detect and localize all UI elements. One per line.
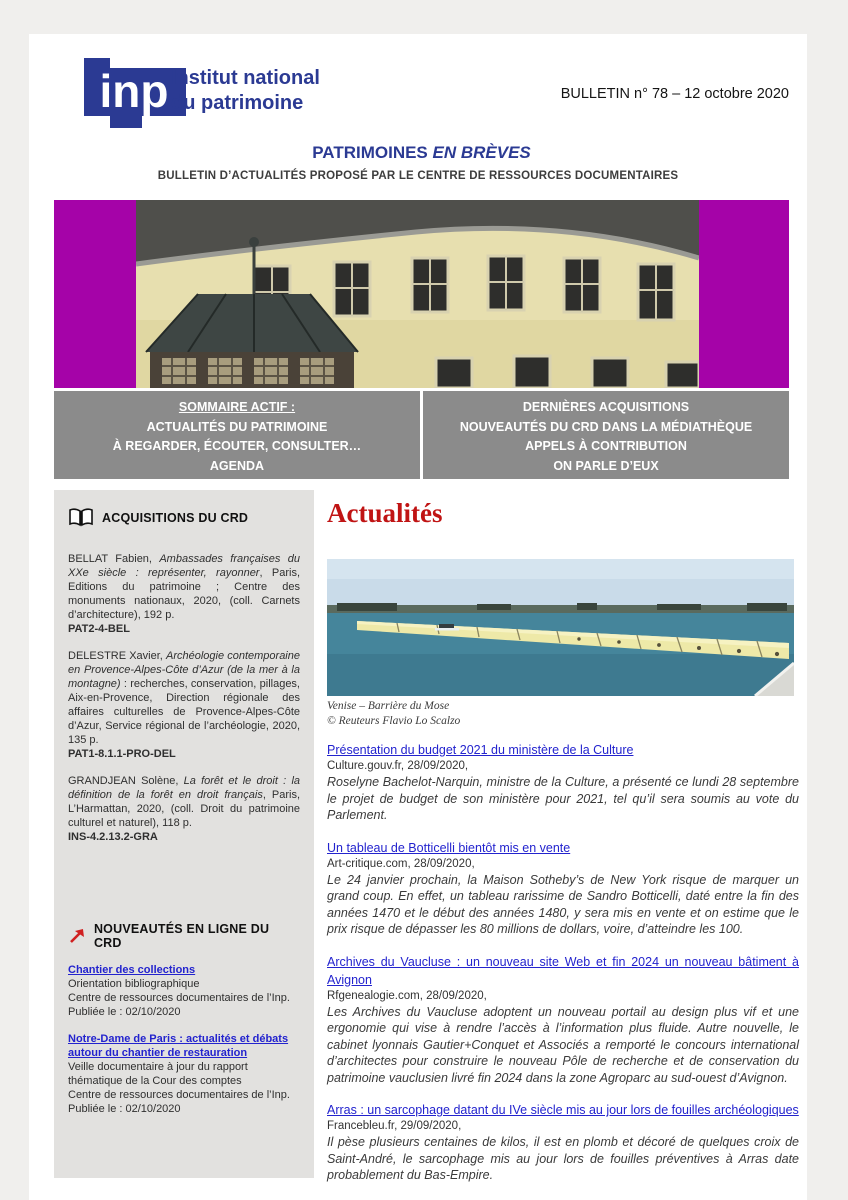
venice-mose-photo <box>327 559 794 696</box>
news-body: Roselyne Bachelot-Narquin, ministre de la Culture, a présenté ce lundi 28 septembre le projet de budget de son ministère pour 2021, tel qu’il sera soumis au vote du Parlement. <box>327 775 799 822</box>
summary-left-item-regarder[interactable]: À REGARDER, ÉCOUTER, CONSULTER… <box>112 439 362 453</box>
main-column <box>327 498 799 1199</box>
news-link[interactable]: Arras : un sarcophage datant du IVe siècle mis au jour lors de fouilles archéologiques <box>327 1103 799 1117</box>
banner <box>54 200 789 388</box>
bib-author: GRANDJEAN Solène, <box>68 775 184 787</box>
news-source: Francebleu.fr, 29/09/2020, <box>327 1120 462 1132</box>
sidebar-nouveautes <box>68 922 300 1116</box>
acquisitions-heading-label: ACQUISITIONS DU CRD <box>102 511 249 525</box>
news-link[interactable]: Archives du Vaucluse : un nouveau site Web et fin 2024 un nouveau bâtiment à Avignon <box>327 954 799 987</box>
news-body: Les Archives du Vaucluse adoptent un nouveau portail au design plus vif et une ergonomie qui vise à rendre l’accès à l’information plus fluide. Autre nouvelle, le cabinet lyonnais Gautier+Conquet et Associés a remporté le concours international d’architectes pour construire le nouveau Pôle de recherche et de conservation du patrimoine vauclusien livré fin 2024 dans la zone Agroparc au sud-ouest d’Avignon. <box>327 1004 799 1085</box>
news-item <box>327 953 799 1087</box>
org-name-line2: du patrimoine <box>171 92 304 114</box>
news-source: Art-critique.com, 28/09/2020, <box>327 857 475 870</box>
newsletter-title <box>54 143 789 163</box>
newsletter-page <box>29 34 807 1200</box>
news-body: Il pèse plusieurs centaines de kilos, il est en plomb et décoré de quelques croix de Saint-André, le sarcophage mis au jour lors de fouilles préventives à Arras date probablement du Bas-Empire. <box>327 1135 799 1182</box>
bib-callnum: PAT1-8.1.1-PRO-DEL <box>68 748 176 760</box>
photo-caption-line1: Venise – Barrière du Mose <box>327 700 450 712</box>
bib-rest: : recherches, conservation, pillages, Aix-en-Provence, Direction régionale des affaires culturelles de Provence-Alpes-Côte d’Azur, Service régional de l’archéologie, 2020, 135 p. <box>68 678 300 746</box>
sidebar-acquisitions <box>54 490 314 1178</box>
summary-right-item-acquisitions[interactable]: DERNIÈRES ACQUISITIONS <box>522 400 690 414</box>
news-source: Rfgenealogie.com, 28/09/2020, <box>327 989 487 1002</box>
org-name <box>171 66 320 116</box>
summary-box-left <box>54 391 420 479</box>
summary-boxes <box>54 391 789 479</box>
bib-author: BELLAT Fabien, <box>68 553 160 565</box>
nouveautes-heading-label: NOUVEAUTÉS EN LIGNE DU CRD <box>93 922 270 950</box>
online-item-link[interactable]: Chantier des collections <box>68 964 196 976</box>
bib-author: DELESTRE Xavier, <box>68 650 166 662</box>
courtyard-photo <box>136 200 699 388</box>
banner-purple-right <box>699 200 789 388</box>
summary-box-right <box>423 391 789 479</box>
bib-title: Archéologie contemporaine en Provence-Alpes-Côte d’Azur (de la mer à la montagne) <box>68 650 300 690</box>
bib-entry <box>68 649 300 761</box>
online-item-date: Publiée le : 02/10/2020 <box>68 1006 181 1018</box>
summary-right-item-nouveautes[interactable]: NOUVEAUTÉS DU CRD DANS LA MÉDIATHÈQUE <box>459 419 753 434</box>
newsletter-title-italic: EN BRÈVES <box>432 143 531 162</box>
org-name-line1: Institut national <box>171 67 320 89</box>
bib-title: La forêt et le droit : la définition de la forêt en droit français <box>68 775 301 801</box>
summary-left-heading[interactable]: SOMMAIRE ACTIF : <box>178 400 296 414</box>
section-title-actualites: Actualités <box>327 498 443 528</box>
banner-purple-left <box>54 200 136 388</box>
svg-text:inp: inp <box>99 65 169 117</box>
online-item-line: Centre de ressources documentaires de l’Inp. <box>68 992 290 1004</box>
summary-left-item-agenda[interactable]: AGENDA <box>209 458 265 473</box>
summary-left-item-actualites[interactable]: ACTUALITÉS DU PATRIMOINE <box>146 419 328 434</box>
news-source: Culture.gouv.fr, 28/09/2020, <box>327 760 469 772</box>
summary-right-item-onparle[interactable]: ON PARLE D’EUX <box>553 458 659 473</box>
nouveautes-heading <box>68 922 300 950</box>
bib-title: Ambassades françaises du XXe siècle : représenter, rayonner <box>68 553 300 579</box>
news-item <box>327 839 799 938</box>
online-item-link[interactable]: Notre-Dame de Paris : actualités et débats autour du chantier de restauration <box>68 1033 289 1059</box>
bib-entry <box>68 552 300 636</box>
news-link[interactable]: Présentation du budget 2021 du ministère de la Culture <box>327 743 634 757</box>
news-item <box>327 1101 799 1184</box>
newsletter-subtitle: BULLETIN D’ACTUALITÉS PROPOSÉ PAR LE CENTRE DE RESSOURCES DOCUMENTAIRES <box>157 170 679 182</box>
online-item-line: Orientation bibliographique <box>68 978 200 990</box>
bib-rest: , Paris, L’Harmattan, 2020, (coll. Droit du patrimoine culturel et naturel), 118 p. <box>68 789 301 829</box>
bib-rest: , Paris, Editions du patrimoine ; Centre des monuments nationaux, 2020, (coll. Carnets d’architecture), 192 p. <box>68 567 301 621</box>
online-item-date: Publiée le : 02/10/2020 <box>68 1103 181 1115</box>
open-book-icon <box>68 508 94 528</box>
newsletter-title-main: PATRIMOINES <box>312 143 428 162</box>
bib-entry <box>68 774 300 844</box>
news-body: Le 24 janvier prochain, la Maison Sotheby’s de New York risque de marquer un grand coup. En effet, un tableau rarissime de Sandro Botticelli, daté entre la fin des années 1470 et le début des années 1480, y sera mis en vente et on estime que le prix risque de dépasser les 80 millions de dollars, voire, d’atteindre les 100. <box>327 872 799 936</box>
bulletin-number: BULLETIN n° 78 – 12 octobre 2020 <box>560 86 789 102</box>
news-item <box>327 741 799 824</box>
summary-right-item-appels[interactable]: APPELS À CONTRIBUTION <box>525 439 687 453</box>
photo-caption-line2: © Reuteurs Flavio Lo Scalzo <box>327 715 461 727</box>
online-item <box>68 963 300 1019</box>
online-item-line: Veille documentaire à jour du rapport thématique de la Cour des comptes <box>68 1061 248 1087</box>
online-item <box>68 1032 300 1116</box>
news-link[interactable]: Un tableau de Botticelli bientôt mis en vente <box>327 840 571 855</box>
photo-caption <box>327 699 799 729</box>
arrow-up-right-icon <box>68 927 86 945</box>
bib-callnum: PAT2-4-BEL <box>68 623 130 635</box>
bib-callnum: INS-4.2.13.2-GRA <box>68 831 158 843</box>
acquisitions-heading <box>68 508 300 528</box>
online-item-line: Centre de ressources documentaires de l’Inp. <box>68 1089 290 1101</box>
